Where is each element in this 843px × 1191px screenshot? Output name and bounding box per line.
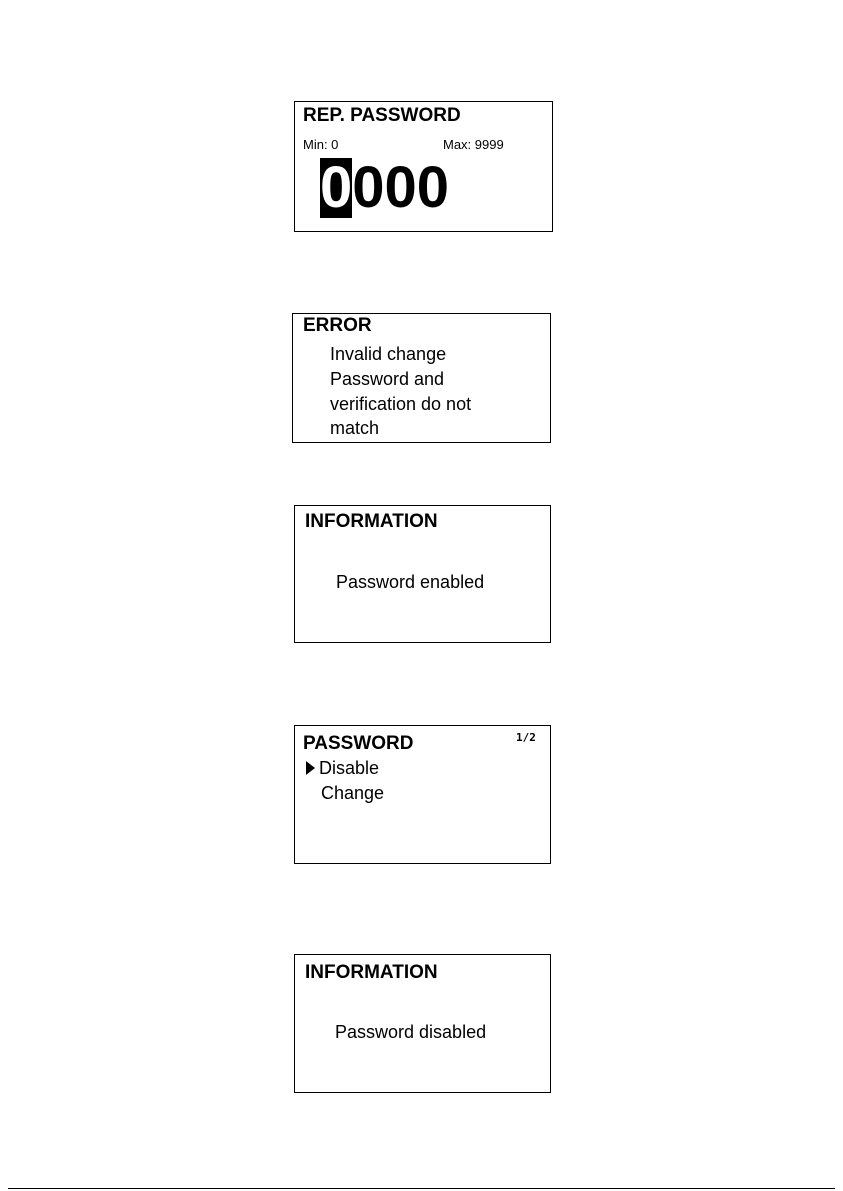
menu-item-label: Disable	[319, 758, 380, 778]
error-line: Invalid change	[330, 344, 447, 364]
screen-title: PASSWORD	[303, 733, 414, 754]
screen-title: INFORMATION	[305, 962, 438, 983]
screen-title: ERROR	[303, 315, 372, 336]
page-indicator: 1/2	[516, 731, 536, 744]
password-menu-screen	[294, 725, 551, 864]
max-label: Max: 9999	[443, 137, 504, 152]
digit-2[interactable]: 0	[352, 155, 385, 220]
min-label: Min: 0	[303, 137, 339, 152]
password-entry[interactable]	[320, 155, 450, 220]
error-screen	[292, 313, 551, 443]
rep-password-screen	[294, 101, 553, 232]
info-message: Password disabled	[335, 1022, 487, 1042]
menu-item-change[interactable]	[321, 783, 384, 803]
screen-title: INFORMATION	[305, 511, 438, 532]
digit-1[interactable]: 0	[320, 155, 353, 220]
info-message: Password enabled	[336, 572, 485, 592]
selection-arrow-icon	[306, 761, 315, 775]
error-line: match	[330, 418, 380, 438]
menu-item-disable[interactable]	[306, 758, 379, 778]
screen-title: REP. PASSWORD	[303, 105, 461, 126]
error-line: Password and	[330, 369, 445, 389]
info-disabled-screen	[294, 954, 551, 1093]
error-line: verification do not	[330, 394, 472, 414]
menu-item-label: Change	[321, 783, 385, 803]
digit-4[interactable]: 0	[416, 155, 450, 220]
digit-3[interactable]: 0	[384, 155, 417, 220]
info-enabled-screen	[294, 505, 551, 643]
page-bottom-divider	[8, 1188, 835, 1189]
